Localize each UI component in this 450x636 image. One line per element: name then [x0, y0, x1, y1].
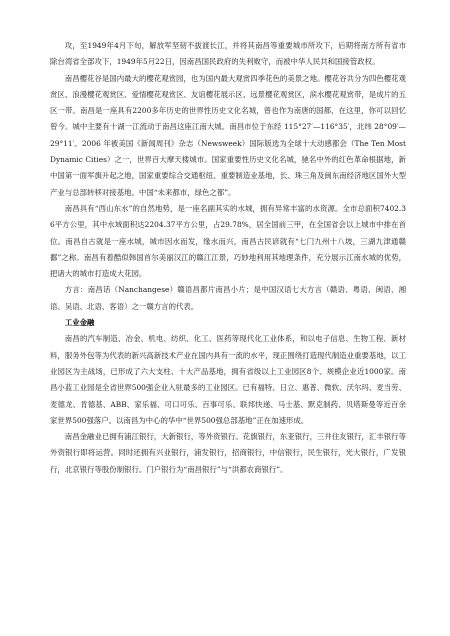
document-page [50, 38, 406, 478]
paragraph-dialect: 方言：南昌话（Nanchangese）赣语昌都片南昌小片；是中国汉语七大方言（赣语、粤语、闽语、湘语、吴语、北语、客语）之一赣方言的代表。 [50, 285, 406, 311]
paragraph-water-city: 南昌具有“西山东水”的自然地势，是一座名副其实的水城，拥有异常丰富的水资源。全市总面积7402.36平方公里，其中水域面积达2204.37平方公里，占29.78%，居全国前三甲，在全国省会以上城市中排在首位。南昌自古就是一座水城，城市因水而发，缘水而兴，南昌古民谚就有“七门九州十八坡，三湖九津通赣鄱”之称。南昌有着酷似韩国首尔美丽汉江的赣江江景，巧妙地利用其地理条件，充分展示江南水城的优势，把诸大的城市打造成大花园。 [50, 203, 406, 279]
paragraph-liberation: 攻，至1949年4月下旬，解放军坚韧不拔渡长江，并将其南昌等重要城市所攻下，后期将南方所有省市除台湾省全部攻下，1949年5月22日，因南昌国民政府的失利败守，而被中华人民共和国接管政权。 [50, 41, 406, 67]
paragraph-cherry-valley: 南昌樱花谷是国内最大的樱花观赏园，也为国内最大观赏四季花色的美景之地。樱花谷共分为四色樱花观赏区、浪漫樱花观赏区、爱情樱花观赏区、友谊樱花展示区、远景樱花观赏区，滨水樱花观赏带，是成片的五区一带。南昌是一座具有2200多年历史的世界性历史文化名城，曾也作为南唐的国都，在这里，你可以回忆曾今。城中主要有十湖一江流动于南昌这座江南大城。南昌市位于东经 115°27′—116°35′，北纬 28°09′—29°11′。2006 年被美国《新闻周刊》杂志（Newsweek）国际版选为全球十大动感都会（The Ten Most Dynamic Cities）之一，世界百大摩天楼城市。国家重要性历史文化名城，驰名中外的红色革命根据地，新中国第一面军旗升起之地，国家重要综合交通枢纽、重要制造业基地，长、珠三角及闽东南经济地区国外大型产业与总部转移对接基地。中国“未来都市，绿色之都”。 [50, 73, 406, 197]
paragraph-finance: 南昌金融业已拥有浦江银行，大新银行，等外资银行。花旗银行，东亚银行，三井住友银行，汇丰银行等外资银行即将运营。同时还拥有兴业银行，浦发银行，招商银行，中信银行，民生银行，光大银行，广发银行，北京银行等股份制银行。门户银行为“南昌银行”与“洪都农商银行”。 [50, 432, 406, 474]
section-heading-industry-finance: 工业金融 [64, 318, 95, 328]
paragraph-industry: 南昌的汽车制造、冶金、机电、纺织、化工、医药等现代化工业体系，和以电子信息、生物工程、新材料，服务外包等为代表的新兴高新技术产业在国内具有一流的水平，现正围绕打造现代制造业重要基地，以工业园区为主战场，已形成了六大支柱、十大产品基地，拥有省级以上工业园区8个、规模企业近1000家。南昌小蓝工业园是全省世界500强企业入驻最多的工业园区。已有福特、日立、惠普、微软、沃尔玛、麦当劳、麦德龙、肯德基、ABB、家乐福、可口可乐、百事可乐、联邦快递、马士基、默克制药、贝塔斯曼等近百余家世界500强落户。以南昌为中心的华中“世界500强总部基地”正在加速形成。 [50, 334, 406, 425]
